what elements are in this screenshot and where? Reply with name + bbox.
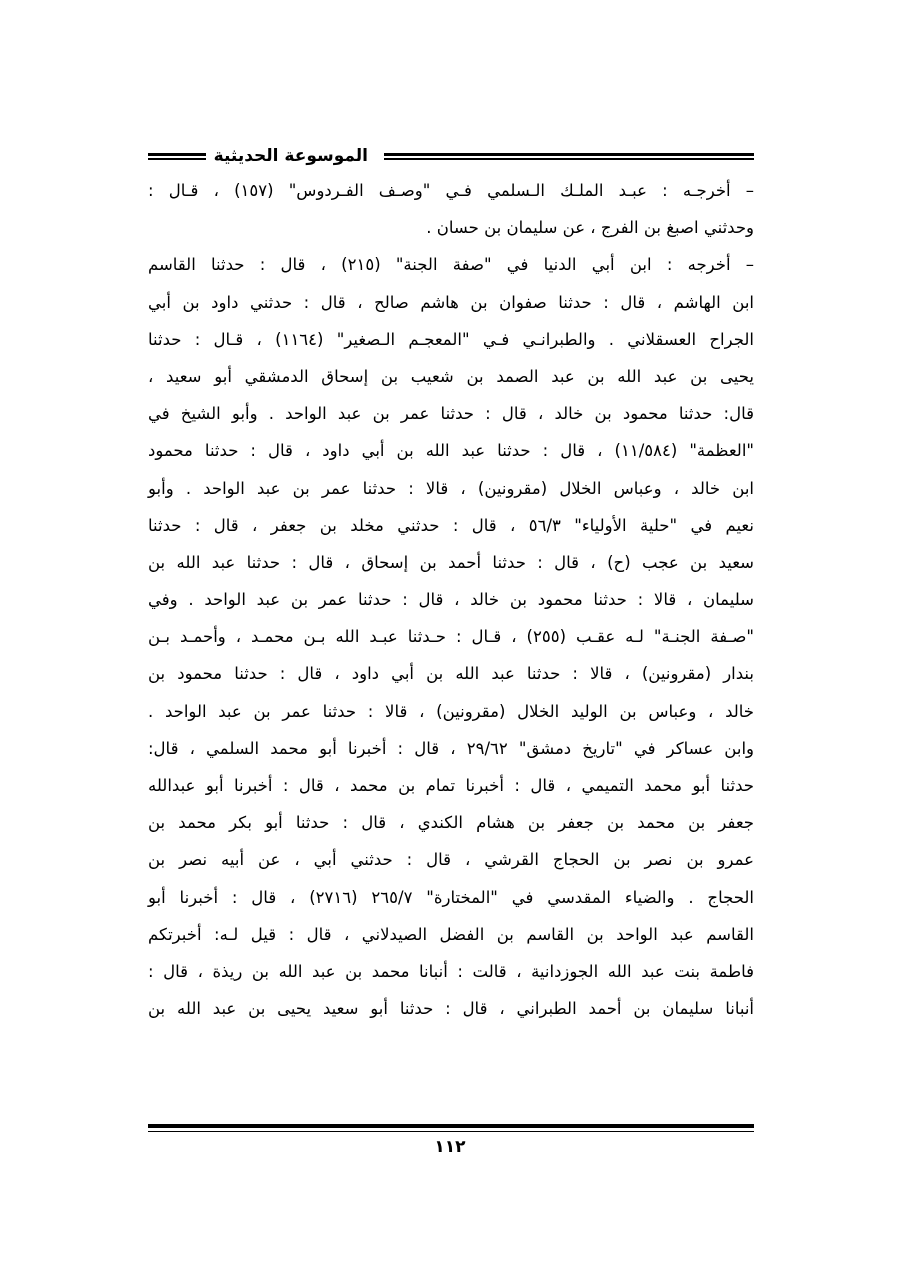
text-line: حدثنا أبو محمد التميمي ، قال : أخبرنا تمام بن محمد ، قال : أخبرنا أبو عبدالله [148,776,754,795]
body-text [148,172,754,1027]
header-rule-right [384,153,754,160]
text-line: الجراح العسقلاني . والطبرانـي فـي "المعجـم الـصغير" (١١٦٤) ، قـال : حدثنا [148,329,754,349]
page-number: ١١٢ [434,1137,466,1157]
header-rule-left [148,153,206,160]
text-line: قال: حدثنا محمود بن خالد ، قال : حدثنا عمر بن عبد الواحد . وأبو الشيخ في [148,404,754,424]
running-header [148,143,754,173]
text-line: ابن الهاشم ، قال : حدثنا صفوان بن هاشم صالح ، قال : حدثني داود بن أبي [148,292,754,312]
text-line: الحجاج . والضياء المقدسي في "المختارة" ٢٦٥/٧ (٢٧١٦) ، قال : أخبرنا أبو [148,887,755,907]
footer-rule-thick [148,1124,754,1131]
header-title: الموسوعة الحديثية [213,146,368,166]
text-line: سعيد بن عجب (ح) ، قال : حدثنا أحمد بن إسحاق ، قال : حدثنا عبد الله بن [148,552,754,572]
text-line: نعيم في "حلية الأولياء" ٥٦/٣ ، قال : حدثني مخلد بن جعفر ، قال : حدثنا [148,515,754,535]
text-line: "العظمة" (١١/٥٨٤) ، قال : حدثنا عبد الله بن أبي داود ، قال : حدثنا محمود [148,441,754,461]
text-line: بندار (مقرونين) ، قالا : حدثنا عبد الله بن أبي داود ، قال : حدثنا محمود بن [148,664,754,684]
text-line: وحدثني اصبغ بن الفرج ، عن سليمان بن حسان . [426,218,754,238]
text-line: خالد ، وعباس بن الوليد الخلال (مقرونين) ، قالا : حدثنا عمر بن عبد الواحد . [148,701,754,721]
text-line: عمرو بن نصر بن الحجاج القرشي ، قال : حدثني أبي ، عن أبيه نصر بن [148,850,754,870]
text-line: سليمان ، قالا : حدثنا محمود بن خالد ، قال : حدثنا عمر بن عبد الواحد . وفي [148,590,754,610]
text-line: فاطمة بنت عبد الله الجوزدانية ، قالت : أنبانا محمد بن عبد الله بن ريذة ، قال : [148,961,754,981]
text-line: جعفر بن محمد بن جعفر بن هشام الكندي ، قال : حدثنا أبو بكر محمد بن [148,813,754,833]
footer-rule-thin [148,1131,754,1132]
text-line: وابن عساكر في "تاريخ دمشق" ٢٩/٦٢ ، قال : أخبرنا أبو محمد السلمي ، قال: [148,738,755,758]
text-line: القاسم عبد الواحد بن القاسم بن الفضل الصيدلاني ، قال : قيل لـه: أخبرتكم [148,924,754,944]
text-line: أنبانا سليمان بن أحمد الطبراني ، قال : حدثنا أبو سعيد يحيى بن عبد الله بن [148,999,754,1019]
text-line: ابن خالد ، وعباس الخلال (مقرونين) ، قالا : حدثنا عمر بن عبد الواحد . وأبو [148,478,754,498]
text-line: – أخرجـه : عبـد الملـك الـسلمي فـي "وصـف الفـردوس" (١٥٧) ، قـال : [148,181,755,200]
text-line: – أخرجه : ابن أبي الدنيا في "صفة الجنة" (٢١٥) ، قال : حدثنا القاسم [148,255,755,275]
text-line: "صـفة الجنـة" لـه عقـب (٢٥٥) ، قـال : حـدثنا عبـد الله بـن محمـد ، وأحمـد بـن [148,627,754,647]
text-line: يحيى بن عبد الله بن عبد الصمد بن شعيب بن إسحاق الدمشقي أبو سعيد ، [148,366,754,386]
